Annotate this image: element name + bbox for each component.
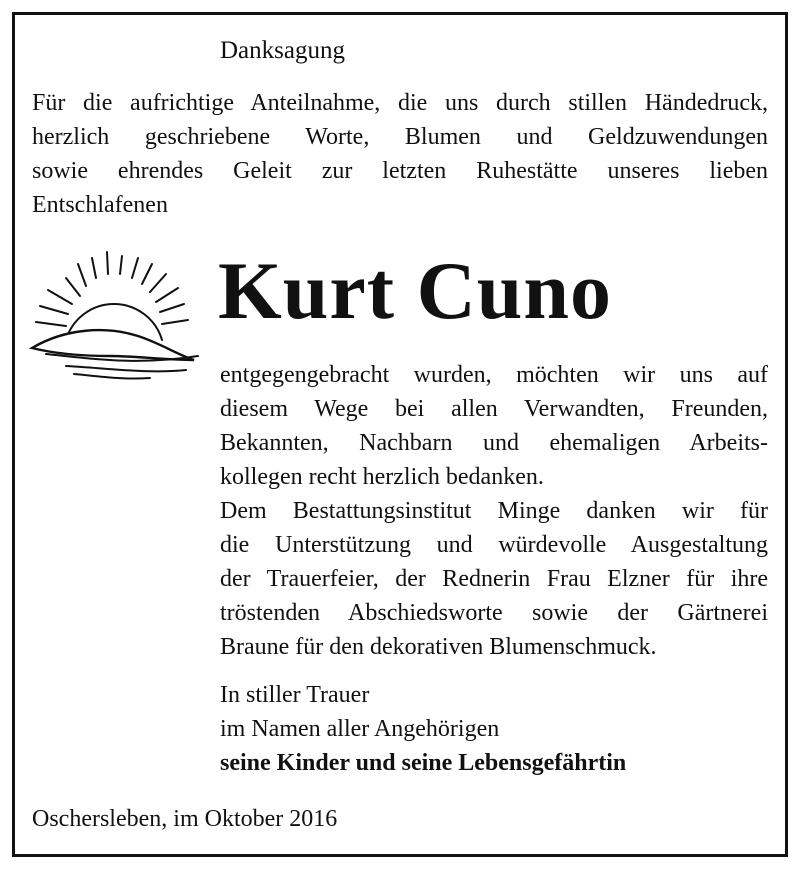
intro-line-2: herzlich geschriebene Worte, Blumen und Geldzuwendungen (32, 124, 768, 150)
signature-line-2: im Namen aller Angehörigen (220, 716, 500, 742)
body-line-1: entgegengebracht wurden, möchten wir uns auf (220, 362, 768, 388)
signature-line-3: seine Kinder und seine Lebensgefährtin (220, 750, 627, 776)
signature-line-1: In stiller Trauer (220, 682, 370, 708)
body-line-7: der Trauerfeier, der Rednerin Frau Elzner für ihre (220, 566, 768, 592)
body-line-9: Braune für den dekorativen Blumenschmuck. (220, 634, 657, 660)
body-line-2: diesem Wege bei allen Verwandten, Freunden, (220, 396, 768, 422)
sunrise-icon (26, 244, 204, 384)
body-line-3: Bekannten, Nachbarn und ehemaligen Arbeits- (220, 430, 768, 456)
intro-line-1: Für die aufrichtige Anteilnahme, die uns durch stillen Händedruck, (32, 90, 768, 116)
deceased-name: Kurt Cuno (218, 245, 613, 336)
body-line-8: tröstenden Abschiedsworte sowie der Gärtnerei (220, 600, 768, 626)
body-line-4: kollegen recht herzlich bedanken. (220, 464, 544, 490)
notice-title: Danksagung (220, 37, 345, 64)
intro-line-3: sowie ehrendes Geleit zur letzten Ruhestätte unseres lieben (32, 158, 768, 184)
body-line-5: Dem Bestattungsinstitut Minge danken wir für (220, 498, 768, 524)
body-line-6: die Unterstützung und würdevolle Ausgestaltung (220, 532, 768, 558)
intro-line-4: Entschlafenen (32, 192, 168, 218)
place-date: Oschersleben, im Oktober 2016 (32, 806, 338, 832)
